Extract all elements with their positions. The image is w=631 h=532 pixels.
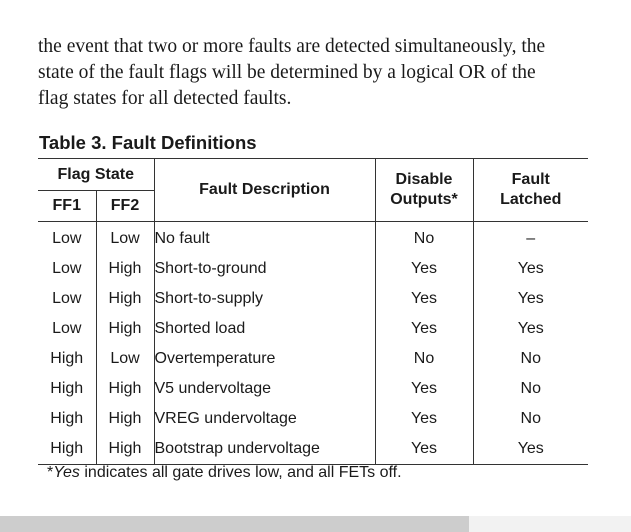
cell-ff1: Low <box>38 254 96 284</box>
cell-description: Shorted load <box>154 314 375 344</box>
cell-description: Short-to-supply <box>154 284 375 314</box>
header-flag-state: Flag State <box>38 159 154 191</box>
header-fault-latched <box>473 159 588 222</box>
cell-ff2: High <box>96 284 154 314</box>
cell-ff2: High <box>96 314 154 344</box>
cell-fault-latched: Yes <box>473 434 588 465</box>
header-fault-latched-line2: Latched <box>500 191 562 208</box>
table-row <box>38 284 588 314</box>
header-disable-outputs-line1: Disable <box>395 171 453 188</box>
header-fault-description: Fault Description <box>154 159 375 222</box>
table-row <box>38 344 588 374</box>
cell-ff2: Low <box>96 344 154 374</box>
footnote-text: indicates all gate drives low, and all FETs off. <box>79 464 402 481</box>
cell-disable-outputs: No <box>375 344 473 374</box>
cell-fault-latched: No <box>520 350 541 367</box>
cell-ff1: Low <box>38 284 96 314</box>
table-title: Table 3. Fault Definitions <box>39 132 257 153</box>
cell-disable-outputs: Yes <box>375 314 473 344</box>
horizontal-scrollbar[interactable] <box>0 516 631 532</box>
cell-disable-outputs: No <box>375 222 473 255</box>
footnote-emphasis: Yes <box>53 464 80 481</box>
cell-disable-outputs: Yes <box>375 434 473 465</box>
table-row <box>38 404 588 434</box>
cell-fault-latched: Yes <box>517 260 544 277</box>
cell-ff2: High <box>96 434 154 465</box>
cell-description: Overtemperature <box>154 344 375 374</box>
body-paragraph <box>38 34 618 112</box>
cell-fault-latched: – <box>526 229 536 247</box>
cell-ff1: High <box>38 404 96 434</box>
table-row <box>38 254 588 284</box>
cell-fault-latched: Yes <box>517 290 544 307</box>
cell-disable-outputs: Yes <box>375 284 473 314</box>
cell-ff1: High <box>38 344 96 374</box>
cell-fault-latched: Yes <box>517 320 544 337</box>
cell-fault-latched: No <box>520 410 541 427</box>
header-fault-latched-line1: Fault <box>511 171 550 188</box>
cell-disable-outputs: Yes <box>375 404 473 434</box>
fault-definitions-table <box>38 158 588 465</box>
cell-ff1: Low <box>38 314 96 344</box>
cell-description: Bootstrap undervoltage <box>154 434 375 465</box>
paragraph-line: state of the fault flags will be determined by a logical OR of the <box>38 62 536 83</box>
table-footnote <box>47 464 402 482</box>
cell-ff2: High <box>96 374 154 404</box>
header-ff1: FF1 <box>38 191 96 222</box>
cell-ff2: Low <box>96 222 154 255</box>
cell-fault-latched: No <box>520 380 541 397</box>
footnote-marker: * <box>47 464 54 481</box>
header-disable-outputs-line2: Outputs* <box>390 191 458 208</box>
cell-description: Short-to-ground <box>154 254 375 284</box>
scrollbar-thumb[interactable] <box>0 516 469 532</box>
table-row <box>38 314 588 344</box>
cell-ff1: Low <box>38 222 96 255</box>
cell-ff2: High <box>96 404 154 434</box>
cell-ff1: High <box>38 434 96 465</box>
paragraph-line: flag states for all detected faults. <box>38 88 292 109</box>
table-row <box>38 434 588 465</box>
table-row <box>38 374 588 404</box>
cell-description: V5 undervoltage <box>154 374 375 404</box>
header-ff2: FF2 <box>96 191 154 222</box>
cell-ff1: High <box>38 374 96 404</box>
header-disable-outputs <box>375 159 473 222</box>
cell-ff2: High <box>96 254 154 284</box>
cell-disable-outputs: Yes <box>375 254 473 284</box>
paragraph-line: the event that two or more faults are detected simultaneously, the <box>38 36 546 57</box>
cell-description: No fault <box>154 222 375 255</box>
cell-disable-outputs: Yes <box>375 374 473 404</box>
cell-description: VREG undervoltage <box>154 404 375 434</box>
table-row <box>38 222 588 255</box>
